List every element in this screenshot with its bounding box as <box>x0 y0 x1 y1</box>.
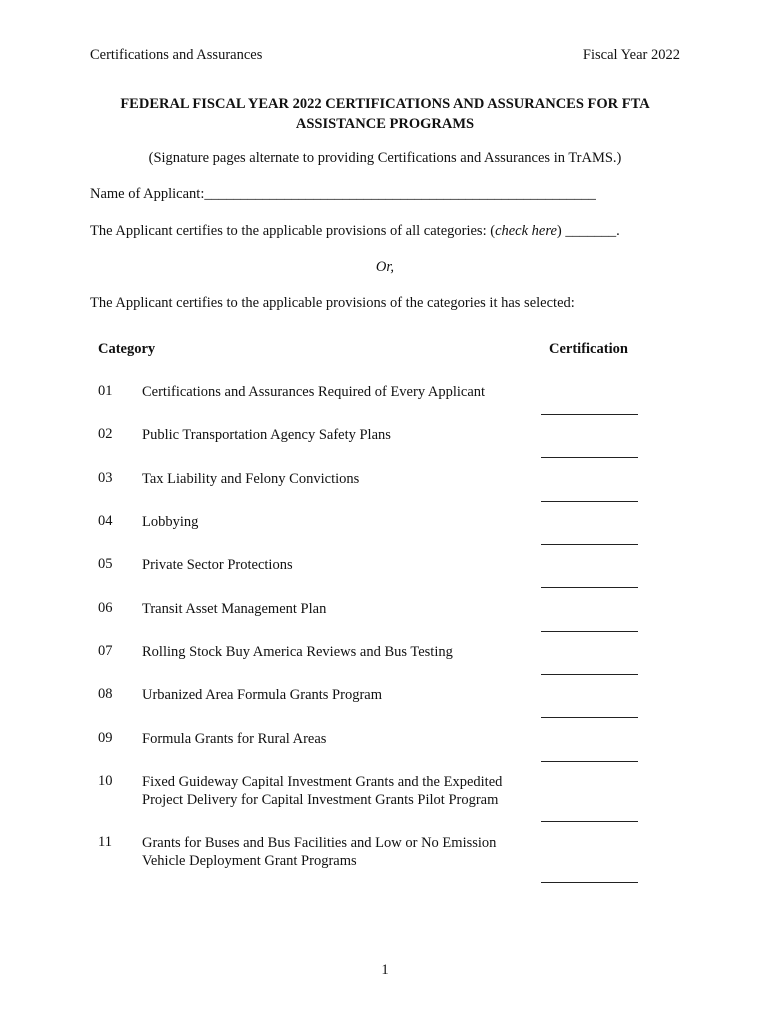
certification-blank[interactable] <box>541 457 638 458</box>
category-label: Fixed Guideway Capital Investment Grants and the Expedited Project Delivery for Capital Investment Grants Pilot Program <box>142 774 503 808</box>
category-label: Lobbying <box>142 514 199 530</box>
signature-note: (Signature pages alternate to providing Certifications and Assurances in TrAMS.) <box>148 150 622 166</box>
certification-blank[interactable] <box>541 501 638 502</box>
applicant-name-line: Name of Applicant:______________________________________________________ <box>90 186 596 202</box>
all-categories-suffix: ) _______. <box>556 223 620 239</box>
certification-blank[interactable] <box>541 414 638 415</box>
certification-blank[interactable] <box>541 544 638 545</box>
category-label: Tax Liability and Felony Convictions <box>142 471 360 487</box>
all-categories-statement <box>90 223 620 240</box>
or-text: Or, <box>375 259 395 275</box>
category-label: Public Transportation Agency Safety Plans <box>142 427 391 443</box>
document-title: FEDERAL FISCAL YEAR 2022 CERTIFICATIONS AND ASSURANCES FOR FTA ASSISTANCE PROGRAMS <box>120 96 650 132</box>
check-here-text: check here <box>495 223 557 239</box>
category-number: 06 <box>98 600 113 616</box>
certification-blank[interactable] <box>541 761 638 762</box>
page-number: 1 <box>381 962 389 978</box>
category-column-header: Category <box>98 341 156 357</box>
category-number: 01 <box>98 383 113 399</box>
category-number: 08 <box>98 686 113 702</box>
certification-blank[interactable] <box>541 717 638 718</box>
category-number: 10 <box>98 773 113 789</box>
category-label: Transit Asset Management Plan <box>142 601 327 617</box>
selected-categories-statement: The Applicant certifies to the applicable provisions of the categories it has selected: <box>90 295 575 311</box>
category-number: 11 <box>98 834 112 850</box>
category-number: 07 <box>98 643 113 659</box>
category-number: 04 <box>98 513 113 529</box>
category-label: Rolling Stock Buy America Reviews and Bus Testing <box>142 644 453 660</box>
certification-column-header: Certification <box>549 341 628 357</box>
category-label: Grants for Buses and Bus Facilities and Low or No Emission Vehicle Deployment Grant Programs <box>142 835 497 869</box>
category-number: 05 <box>98 556 113 572</box>
certification-blank[interactable] <box>541 674 638 675</box>
header-right: Fiscal Year 2022 <box>582 47 680 63</box>
category-label: Urbanized Area Formula Grants Program <box>142 687 382 703</box>
certification-blank[interactable] <box>541 882 638 883</box>
header-left: Certifications and Assurances <box>90 47 263 63</box>
category-label: Formula Grants for Rural Areas <box>142 731 327 747</box>
category-label: Certifications and Assurances Required of Every Applicant <box>142 384 486 400</box>
category-label: Private Sector Protections <box>142 557 293 573</box>
all-categories-prefix: The Applicant certifies to the applicable provisions of all categories: ( <box>90 223 496 239</box>
category-number: 09 <box>98 730 113 746</box>
category-number: 03 <box>98 470 113 486</box>
certification-blank[interactable] <box>541 587 638 588</box>
certification-blank[interactable] <box>541 631 638 632</box>
category-number: 02 <box>98 426 113 442</box>
certification-blank[interactable] <box>541 821 638 822</box>
